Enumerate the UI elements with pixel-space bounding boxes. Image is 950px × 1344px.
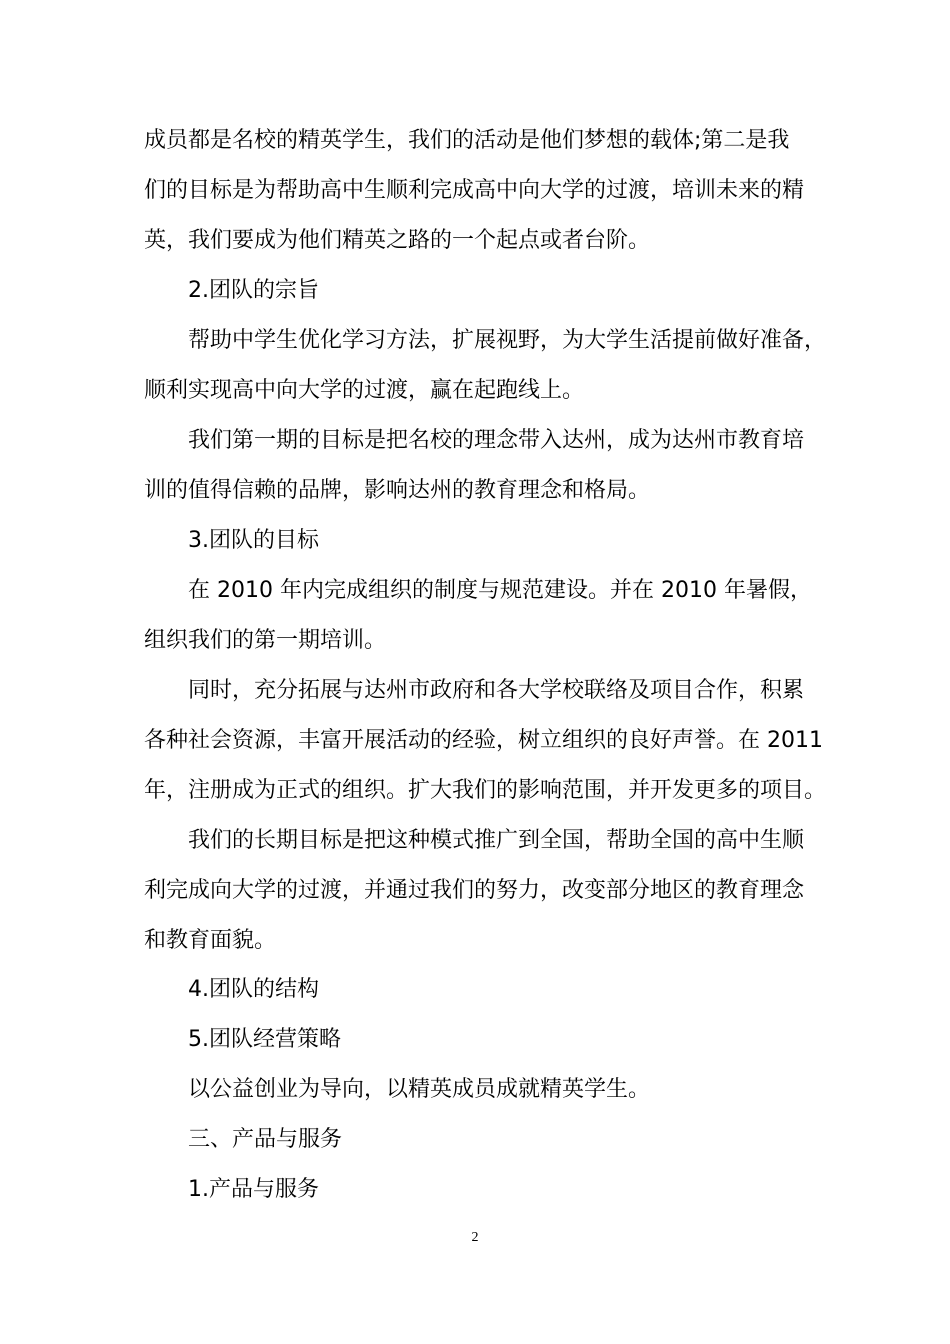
section-heading-team-strategy: 5.团队经营策略 bbox=[188, 1027, 341, 1052]
paragraph-line: 顺利实现高中向大学的过渡，赢在起跑线上。 bbox=[144, 378, 585, 403]
paragraph-line: 成员都是名校的精英学生，我们的活动是他们梦想的载体;第二是我 bbox=[144, 128, 790, 153]
paragraph-line: 英，我们要成为他们精英之路的一个起点或者台阶。 bbox=[144, 228, 651, 253]
paragraph-line: 训的值得信赖的品牌，影响达州的教育理念和格局。 bbox=[144, 478, 651, 503]
paragraph-line: 我们第一期的目标是把名校的理念带入达州，成为达州市教育培 bbox=[188, 428, 805, 453]
paragraph-line: 年，注册成为正式的组织。扩大我们的影响范围，并开发更多的项目。 bbox=[144, 778, 827, 803]
section-heading-team-goals: 3.团队的目标 bbox=[188, 528, 319, 553]
paragraph-line: 帮助中学生优化学习方法，扩展视野，为大学生活提前做好准备， bbox=[188, 328, 827, 353]
chapter-heading-products-services: 三、产品与服务 bbox=[188, 1127, 343, 1152]
paragraph-line: 以公益创业为导向，以精英成员成就精英学生。 bbox=[188, 1077, 651, 1102]
section-heading-products-services: 1.产品与服务 bbox=[188, 1177, 319, 1202]
paragraph-line: 组织我们的第一期培训。 bbox=[144, 628, 387, 653]
paragraph-line: 各种社会资源，丰富开展活动的经验，树立组织的良好声誉。在 2011 bbox=[144, 728, 823, 753]
section-heading-team-purpose: 2.团队的宗旨 bbox=[188, 278, 319, 303]
section-heading-team-structure: 4.团队的结构 bbox=[188, 977, 319, 1002]
page-number: 2 bbox=[471, 1230, 479, 1245]
paragraph-line: 们的目标是为帮助高中生顺利完成高中向大学的过渡，培训未来的精 bbox=[144, 178, 805, 203]
paragraph-line: 和教育面貌。 bbox=[144, 928, 277, 953]
paragraph-line: 利完成向大学的过渡，并通过我们的努力，改变部分地区的教育理念 bbox=[144, 878, 805, 903]
paragraph-line: 在 2010 年内完成组织的制度与规范建设。并在 2010 年暑假， bbox=[188, 578, 812, 603]
paragraph-line: 同时，充分拓展与达州市政府和各大学校联络及项目合作，积累 bbox=[188, 678, 805, 703]
paragraph-line: 我们的长期目标是把这种模式推广到全国，帮助全国的高中生顺 bbox=[188, 828, 805, 853]
